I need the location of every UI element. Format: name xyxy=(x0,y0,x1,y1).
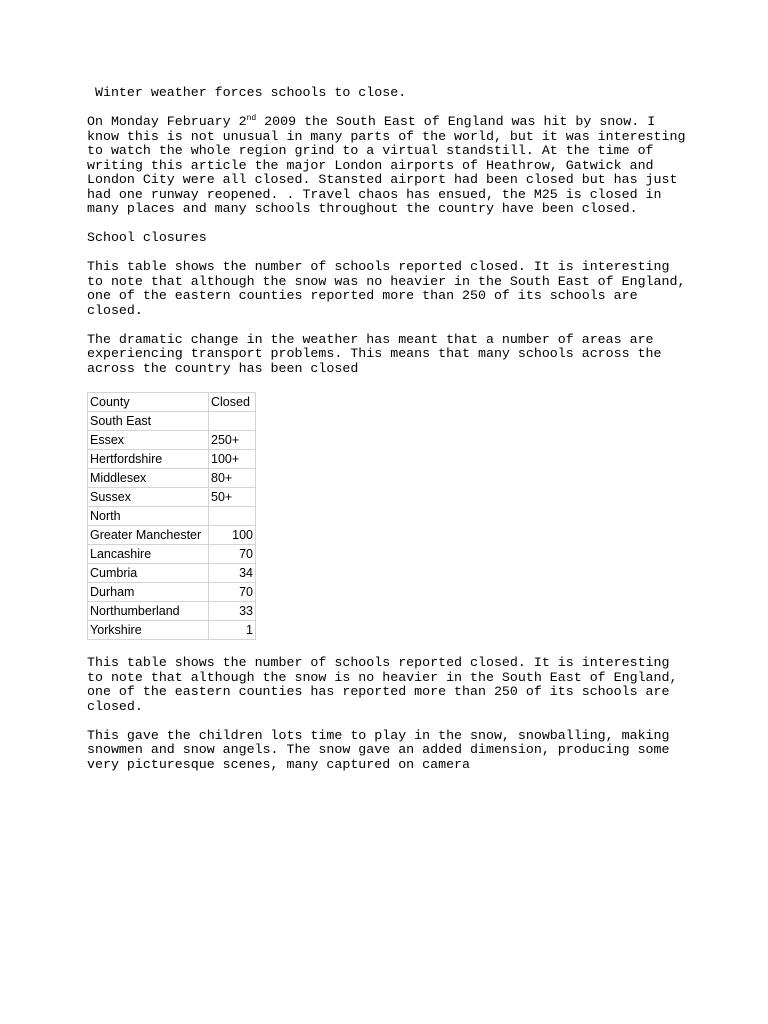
county-cell: South East xyxy=(88,412,209,431)
closed-cell: 100+ xyxy=(209,450,256,469)
article-title: Winter weather forces schools to close. xyxy=(87,85,407,100)
table-row xyxy=(88,412,256,431)
closed-cell: 50+ xyxy=(209,488,256,507)
table-header-row xyxy=(88,393,256,412)
table-row xyxy=(88,621,256,640)
table-row xyxy=(88,564,256,583)
table-row xyxy=(88,431,256,450)
closed-cell: 80+ xyxy=(209,469,256,488)
county-cell: Yorkshire xyxy=(88,621,209,640)
children-paragraph: This gave the children lots time to play in the snow, snowballing, making snowmen and snow angels. The snow gave an added dimension, producing some very picturesque scenes, many captured on camera xyxy=(87,727,678,772)
table-summary-paragraph: This table shows the number of schools reported closed. It is interesting to note that although the snow is no heavier in the South East of England, one of the eastern counties has reported more than 250 of its schools are closed. xyxy=(87,655,686,714)
county-cell: Sussex xyxy=(88,488,209,507)
closed-cell xyxy=(209,507,256,526)
section-heading: School closures xyxy=(87,230,207,245)
table-row xyxy=(88,545,256,564)
closed-cell: 70 xyxy=(209,545,256,564)
county-cell: Durham xyxy=(88,583,209,602)
document-page xyxy=(87,85,694,787)
county-cell: Essex xyxy=(88,431,209,450)
closed-cell: 33 xyxy=(209,602,256,621)
table-row xyxy=(88,526,256,545)
county-cell: Hertfordshire xyxy=(88,450,209,469)
table-intro-paragraph: This table shows the number of schools reported closed. It is interesting to note that although the snow was no heavier in the South East of England, one of the eastern counties reported more than 250 of its schools are closed. xyxy=(87,259,694,318)
closed-cell xyxy=(209,412,256,431)
closed-cell: 70 xyxy=(209,583,256,602)
header-county: County xyxy=(88,393,209,412)
table-row xyxy=(88,507,256,526)
closed-cell: 34 xyxy=(209,564,256,583)
transport-paragraph: The dramatic change in the weather has meant that a number of areas are experiencing transport problems. This means that many schools across the across the country has been closed xyxy=(87,331,670,376)
county-cell: Northumberland xyxy=(88,602,209,621)
school-closures-table xyxy=(87,392,256,640)
table-row xyxy=(88,488,256,507)
ordinal-suffix: nd xyxy=(246,114,257,123)
intro-paragraph xyxy=(87,114,694,217)
closed-cell: 250+ xyxy=(209,431,256,450)
intro-text-start: On Monday February 2 xyxy=(87,114,247,129)
county-cell: Cumbria xyxy=(88,564,209,583)
county-cell: North xyxy=(88,507,209,526)
county-cell: Greater Manchester xyxy=(88,526,209,545)
header-closed: Closed xyxy=(209,393,256,412)
closed-cell: 100 xyxy=(209,526,256,545)
closed-cell: 1 xyxy=(209,621,256,640)
table-row xyxy=(88,583,256,602)
county-cell: Lancashire xyxy=(88,545,209,564)
county-cell: Middlesex xyxy=(88,469,209,488)
table-row xyxy=(88,469,256,488)
intro-text-rest: 2009 the South East of England was hit by snow. I know this is not unusual in many parts of the world, but it was interesting to watch the whole region grind to a virtual standstill. At the time of writing this article the major London airports of Heathrow, Gatwick and London City were all closed. Stansted airport had been closed but has just had one runway reopened. . Travel chaos has ensued, the M25 is closed in many places and many schools throughout the country have been closed. xyxy=(87,114,694,216)
table-row xyxy=(88,450,256,469)
table-row xyxy=(88,602,256,621)
